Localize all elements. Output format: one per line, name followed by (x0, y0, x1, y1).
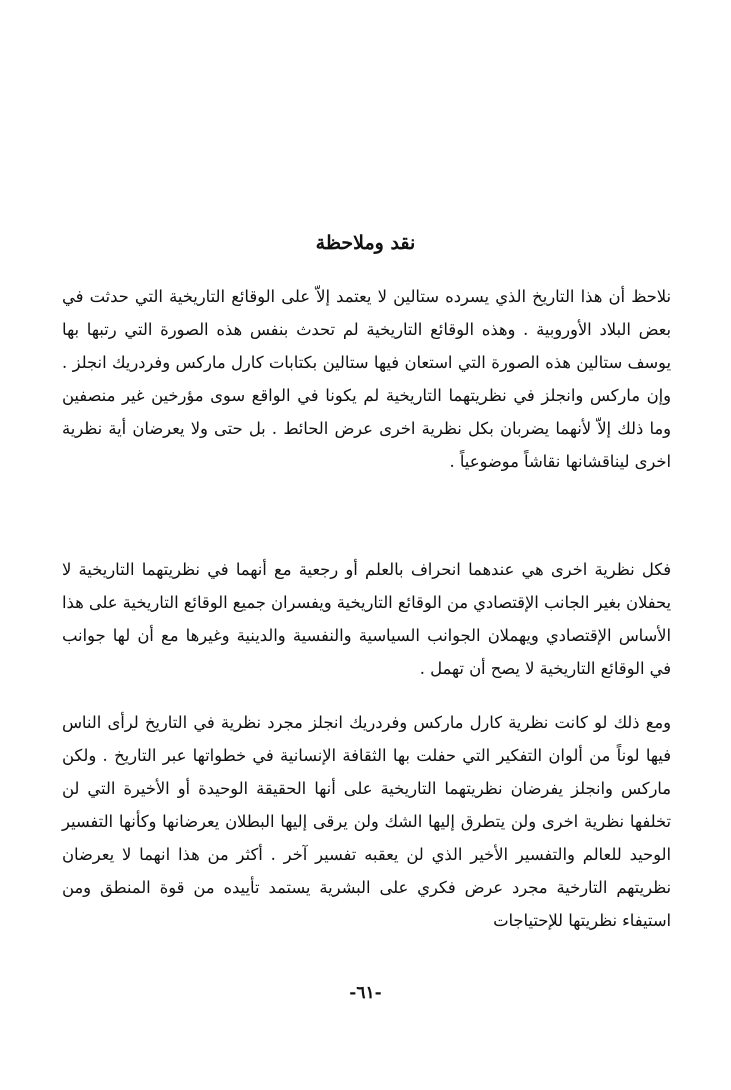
paragraph-3: ومع ذلك لو كانت نظرية كارل ماركس وفردريك انجلز مجرد نظرية في التاريخ لرأى الناس فيها لوناً من ألوان التفكير التي حفلت بها الثقافة الإنسانية في خطواتها عبر التاريخ . ولكن ماركس وانجلز يفرضان نظريتهما التاريخية على أنها الحقيقة الوحيدة أو الأخيرة التي لن تخلفها نظرية اخرى ولن يتطرق إليها الشك ولن يرقى إليها البطلان يعرضانها وكأنها التفسير الوحيد للعالم والتفسير الأخير الذي لن يعقبه تفسير آخر . أكثر من هذا انهما لا يعرضان نظريتهم التارخية مجرد عرض فكري على البشرية يستمد تأييده من قوة المنطق ومن استيفاء نظريتها للإحتياجات (62, 713, 671, 930)
paragraph-2: فكل نظرية اخرى هي عندهما انحراف بالعلم أو رجعية مع أنهما في نظريتهما التاريخية لا يحفلان بغير الجانب الإقتصادي من الوقائع التاريخية ويفسران جميع الوقائع التاريخية على هذا الأساس الإقتصادي ويهملان الجوانب السياسية والنفسية والدينية وغيرها مع أن لها جوانب في الوقائع التاريخية لا يصح أن تهمل . (62, 560, 671, 678)
paragraph-1: نلاحظ أن هذا التاريخ الذي يسرده ستالين لا يعتمد إلاّ على الوقائع التاريخية التي حدثت في بعض البلاد الأوروبية . وهذه الوقائع التاريخية لم تحدث بنفس هذه الصورة التي رتبها بها يوسف ستالين هذه الصورة التي استعان فيها ستالين بكتابات كارل ماركس وفردريك انجلز . وإن ماركس وانجلز في نظريتهما التاريخية لم يكونا في الواقع سوى مؤرخين غير منصفين وما ذلك إلاّ لأنهما يضربان بكل نظرية اخرى عرض الحائط . بل حتى ولا يعرضان أية نظرية اخرى ليناقشانها نقاشاً موضوعياً . (62, 287, 671, 471)
section-title: نقد وملاحظة (315, 232, 416, 254)
page-number: -٦١- (349, 983, 382, 1003)
